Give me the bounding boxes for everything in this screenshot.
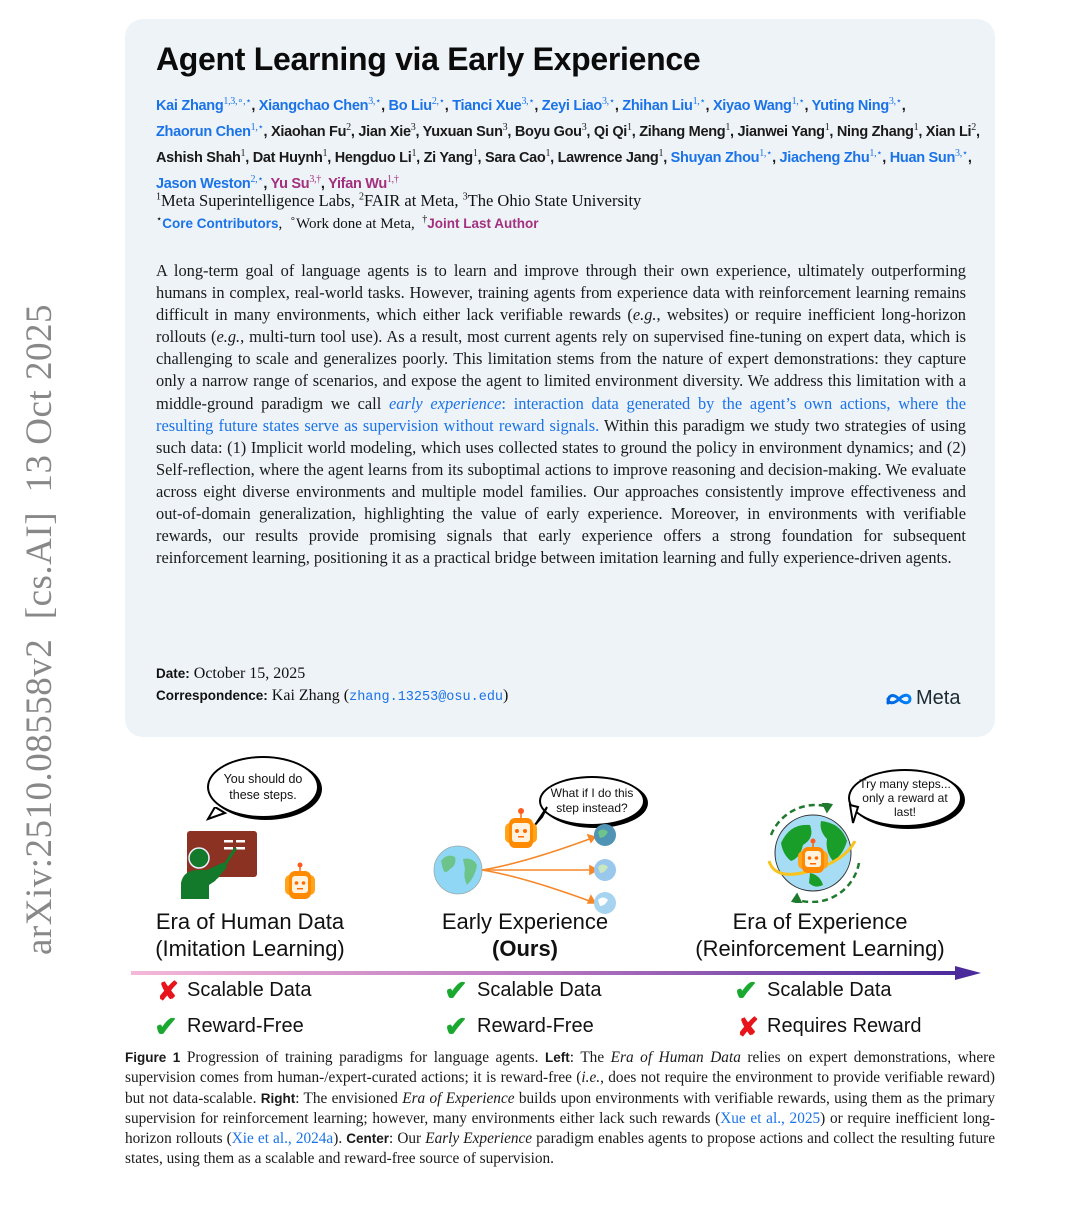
author-name: Shuyan Zhou [670,149,760,166]
early-experience-illustration [425,805,625,915]
author-name: Zi Yang [423,149,473,166]
author-affiliation-sup: 2 [971,122,976,134]
last-sup: † [422,214,428,225]
cross-icon: ✘ [157,975,179,1006]
author-name: Xiaohan Fu [271,123,347,140]
author-name: Jason Weston [156,175,251,192]
author-name: Boyu Gou [514,123,582,140]
era-line1: Early Experience [441,909,609,934]
author-affiliation-sup: 1,⋆ [692,96,706,107]
author-name: Qi Qi [593,123,628,140]
author-name: Jiacheng Zhu [779,149,870,166]
figure-caption [125,1048,995,1170]
author-affiliation-sup: 1 [322,148,328,160]
arxiv-stamp: arXiv:2510.08558v2 [cs.AI] 13 Oct 2025 [19,304,60,955]
rl-illustration [755,803,875,903]
author-affiliation-sup: 3,⋆ [521,96,535,107]
author-name: Xian Li [925,123,972,140]
affiliation-name: The Ohio State University [467,191,642,210]
author-affiliation-sup: 1 [824,122,830,134]
author-affiliation-sup: 3 [502,122,508,134]
author-affiliation-sup: 1,⋆ [759,148,773,160]
author-name: Ning Zhang [836,123,914,140]
abstract-text: , websites) or require inefficient long-horizon rollouts ( [156,305,966,347]
feature-label: Scalable Data [767,979,892,1001]
caption-text: relies on expert demonstrations, where supervision comes from human-/expert-curated actions; it is reward-free ( [125,1049,995,1087]
paper-title: Agent Learning via Early Experience [156,41,701,77]
highlight-rest: : interaction data generated by the agent’s own actions, where the resulting future states serve as supervision without reward signals. [156,393,966,435]
check-icon: ✔ [444,1010,468,1042]
era-title-experience [670,908,970,962]
meta-sup: ∘ [289,214,297,225]
abstract-eg: e.g. [216,327,241,347]
author-affiliation-sup: 3,† [309,174,321,186]
caption-text: : The envisioned [295,1089,403,1107]
abstract [156,260,966,569]
robot-icon-center [505,808,537,848]
caption-text: paradigm enables agents to propose actions and collect the resulting future states, using them as a scalable and reward-free source of supervision. [125,1130,996,1168]
author-affiliation-sup: 1 [240,148,246,160]
feature-label: Scalable Data [477,979,602,1001]
author-name: Jianwei Yang [737,123,825,140]
abstract-text: A long-term goal of language agents is to learn and improve through their own experience, ultimately outperforming humans in complex, real-world tasks. However, training agents from experience data with reinforcement learning remains difficult in many environments, which either lack verifiable rewards ( [156,261,966,325]
author-affiliation-sup: 1,⋆ [869,148,883,160]
era-line2-bold: (Ours) [492,936,558,961]
author-name: Zihang Meng [639,123,726,140]
abstract-eg: e.g. [632,305,657,325]
teacher-head [189,848,209,868]
author-name: Huan Sun [889,149,956,166]
author-affiliation-sup: 1 [725,122,731,134]
figure-1 [125,745,995,1045]
caption-italic: i.e. [581,1069,601,1087]
author-name: Zhaorun Chen [156,123,251,140]
correspondence-name: Kai Zhang [271,687,340,704]
caption-text: ) or require inefficient long-horizon rollouts ( [125,1109,995,1148]
author-affiliation-sup: 1,3,∘,⋆ [223,96,252,107]
caption-italic: Era of Human Data [610,1049,741,1066]
bubble-tail [208,807,225,819]
era-line2: (Reinforcement Learning) [695,936,945,961]
feature-early-rewardfree [441,1010,594,1042]
header-card [125,19,995,737]
affiliation-sup: 1 [156,191,161,203]
feature-label: Reward-Free [477,1015,594,1037]
feature-label: Scalable Data [187,979,312,1001]
caption-right-label: Right [260,1090,296,1106]
meta-wordmark: Meta [916,687,961,709]
affiliations: $^1$Meta Superintelligence Labs, $^2$FAIR at Meta, $^3$The Ohio State University [156,191,642,210]
core-contributors-label: Core Contributors [162,216,279,231]
caption-italic: Early Experience [425,1130,533,1148]
check-icon: ✔ [444,974,468,1006]
author-name: Ashish Shah [156,149,241,166]
feature-early-scalable [441,974,602,1006]
feature-human-scalable [155,975,312,1006]
check-icon: ✔ [154,1010,178,1042]
bubble-tail [850,805,858,823]
feature-human-rewardfree [151,1010,304,1042]
author-affiliation-sup: 1 [627,122,632,134]
author-affiliation-sup: 3 [410,122,416,134]
author-affiliation-sup: 3,⋆ [888,96,902,107]
robot-icon-left [285,863,315,900]
author-affiliation-sup: 1 [913,122,919,134]
author-affiliation-sup: 2 [346,122,351,134]
caption-center-label: Center [346,1131,389,1147]
bubble-line: these steps. [229,788,297,802]
author-affiliation-sup: 1 [545,148,551,160]
correspondence-email-link[interactable]: zhang.13253@osu.edu [349,690,504,705]
author-affiliation-sup: 1 [411,148,417,160]
bubble-line: step instead? [556,801,628,815]
author-affiliation-sup: 1 [472,148,478,160]
era-line1: Era of Human Data [155,909,345,934]
author-name: Jian Xie [358,123,411,140]
author-affiliation-sup: 1,⋆ [791,96,805,107]
author-name: Bo Liu [388,97,432,114]
era-line2: (Imitation Learning) [155,936,345,961]
teacher-illustration [175,807,335,907]
core-sup: ⋆ [156,214,163,225]
affiliation-name: FAIR at Meta [363,191,455,210]
era-title-early-experience [400,908,650,962]
timeline-arrow [131,966,981,980]
check-icon: ✔ [734,974,758,1006]
abstract-text: , multi-turn tool use). As a result, most current agents rely on supervised fine-tuning on expert data, which is challenging to scale and generalizes poorly. This limitation stems from the nature of expert demonstrations: they capture only a narrow range of scenarios, and expose the agent to limited environment diversity. We address this limitation with a middle-ground paradigm we call [156,327,967,413]
author-affiliation-sup: 1,† [386,174,399,186]
world-icon-future-1 [594,824,616,846]
author-name: Xiyao Wang [712,97,792,114]
author-affiliation-sup: 2,⋆ [431,96,445,107]
author-affiliation-sup: 1,⋆ [250,122,264,134]
author-name: Dat Huynh [252,149,323,166]
date-value: October 15, 2025 [193,665,306,682]
author-name: Yifan Wu [328,175,387,192]
caption-left-label: Left [545,1050,570,1065]
joint-last-author-label: Joint Last Author [427,216,539,231]
feature-rl-scalable [731,974,892,1006]
era-title-human-data [125,908,375,962]
bubble-line: last! [893,805,916,819]
meta-logo [885,687,960,710]
author-name: Zeyi Liao [541,97,602,114]
author-affiliation-sup: 3,⋆ [601,96,615,107]
abstract-text: Within this paradigm we study two strategies of using such data: (1) Implicit world modeling, which uses collected states to ground the policy in environment dynamics; and (2) Self-reflection, where the agent learns from its suboptimal actions to improve reasoning and decision-making. We evaluate across eight diverse environments and multiple model families. Our approaches consistently improve effectiveness and out-of-domain generalization, highlighting the value of early experience. Moreover, in environments with verifiable rewards, our results provide promising signals that early experience offers a strong foundation for subsequent reinforcement learning, positioning it as a practical bridge between imitation learning and fully experience-driven agents. [156,415,966,568]
feature-label: Requires Reward [767,1015,922,1037]
bubble-line: Try many steps... [859,777,951,791]
author-name: Zhihan Liu [622,97,693,114]
author-list: Kai Zhang$^{1,3,\circ,⋆}$, Xiangchao Chen$^{3,⋆}$, Bo Liu$^{2,⋆}$, Tianci Xue$^{3,⋆}$, Zeyi Liao$^{3,⋆}$, Zhihan Liu$^{1,⋆}$, Xiyao Wang$^{1,⋆}$, Yuting Ning$^{3,⋆}$, Zhaorun Chen$^{1,⋆}$, Xiaohan Fu$^2$, Jian Xie$^3$, Yuxuan Sun$^3$, Boyu Gou$^3$, Qi Qi$^1$, Zihang Meng$^1$, Jianwei Yang$^1$, Ning Zhang$^1$, Xian Li$^2$, Ashish Shah$^1$, Dat Huynh$^1$, Hengduo Li$^1$, Zi Yang$^1$, Sara Cao$^1$, Lawrence Jang$^1$, Shuyan Zhou$^{1,⋆}$, Jiacheng Zhu$^{1,⋆}$, Huan Sun$^{3,⋆}$, Jason Weston$^{2,⋆}$, Yu $Su^{3,\dagger}$, Yifan $Wu^{1,\dagger}$ [156,96,980,192]
affiliation-sup: 2 [358,191,364,203]
author-name: Yu Su [270,175,310,192]
affiliation-name: Meta Superintelligence Labs [161,191,351,210]
citation-link[interactable]: Xue et al., 2025 [720,1109,821,1127]
correspondence-label: Correspondence: [156,688,268,703]
era-line1: Era of Experience [732,909,908,934]
caption-text: : Our [389,1130,426,1148]
bubble-line: You should do [223,772,303,786]
caption-text: ). [333,1130,347,1148]
bubble-tail [535,807,547,825]
citation-link[interactable]: Xie et al., 2024a [231,1130,334,1148]
caption-text: Progression of training paradigms for language agents. [180,1049,546,1066]
author-name: Yuting Ning [811,97,889,114]
author-name: Hengduo Li [334,149,412,166]
bubble-line: What if I do this [550,786,634,800]
date-label: Date: [156,666,190,681]
caption-label: Figure 1 [125,1050,181,1065]
author-affiliation-sup: 2,⋆ [250,174,264,186]
author-name: Sara Cao [484,149,546,166]
caption-text: , does not require the environment to provide verifiable reward) but not data-scalable. [125,1069,995,1107]
world-icon-source [434,846,482,894]
caption-italic: Era of Experience [402,1089,515,1107]
caption-text: builds upon environments with verifiable rewards, using them as the primary supervision for reinforcement learning; however, many environments either lack such rewards ( [125,1089,995,1127]
bubble-line: only a reward at [862,791,948,805]
author-affiliation-sup: 3,⋆ [368,96,382,107]
author-affiliation-sup: 3 [581,122,587,134]
author-name: Xiangchao Chen [258,97,369,114]
work-at-meta-label: Work done at Meta [296,216,412,232]
author-name: Yuxuan Sun [422,123,503,140]
affiliation-sup: 3 [462,191,468,203]
author-affiliation-sup: 1 [658,148,664,160]
highlight-term: early experience [389,393,502,413]
cross-icon: ✘ [737,1011,759,1042]
world-icon-future-2 [594,859,616,881]
caption-text: : The [569,1049,611,1066]
author-name: Lawrence Jang [557,149,659,166]
author-notes: ⋆Core Contributors, ∘Work done at Meta, †Joint Last Author [156,214,539,232]
author-name: Tianci Xue [452,97,522,114]
author-affiliation-sup: 3,⋆ [955,148,968,160]
branch-arrows [482,835,597,903]
feature-rl-reward [735,1011,922,1042]
feature-label: Reward-Free [187,1015,304,1037]
date-line [156,665,305,683]
meta-infinity-icon [885,691,913,707]
correspondence-line: Correspondence: Kai Zhang (zhang.13253@osu.edu) [156,687,509,705]
author-name: Kai Zhang [156,97,224,114]
